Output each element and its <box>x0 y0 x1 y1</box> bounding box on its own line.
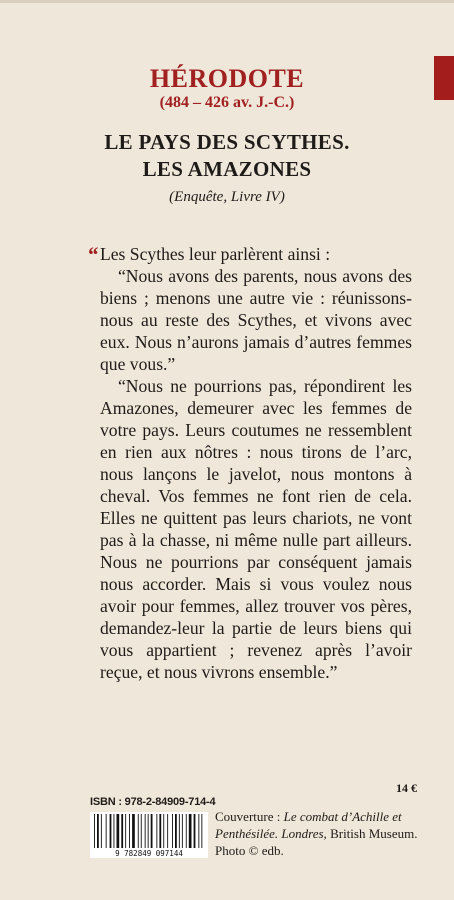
author-name: HÉRODOTE <box>149 64 305 93</box>
excerpt-paragraph: Les Scythes leur parlèrent ainsi : <box>100 244 331 264</box>
author-dates: (484 – 426 av. J.-C.) <box>159 94 295 111</box>
credit-photo: Photo © edb. <box>215 843 284 858</box>
credit-label: Couverture : <box>215 809 284 824</box>
book-subtitle: (Enquête, Livre IV) <box>169 189 285 205</box>
opening-quote-mark: “ <box>87 242 98 267</box>
barcode <box>90 812 208 858</box>
top-edge <box>0 0 454 3</box>
price-label: 14 € <box>396 781 417 795</box>
credit-place: British Museum. <box>326 826 418 841</box>
credit-artwork: Le combat d’Achille et Penthésilée. Londres, <box>215 809 402 841</box>
barcode-digits: 9 782849 097144 <box>115 849 183 858</box>
book-title-line-2: LES AMAZONES <box>142 157 312 181</box>
isbn-number: ISBN : 978-2-84909-714-4 <box>90 796 216 808</box>
cover-credit <box>215 808 430 859</box>
book-title-line-1: LE PAYS DES SCYTHES. <box>104 130 350 154</box>
excerpt-paragraph: “Nous ne pourrions pas, répondirent les Amazones, demeurer avec les femmes de votre pays. Leurs coutumes ne ressemblent en rien aux nôtres : nous tirons de l’arc, nous lançons le javelot, nous montons à cheval. Vos femmes ne font rien de cela. Elles ne quittent pas leurs chariots, ne vont pas à la chasse, ni même nulle part ailleurs. Nous ne pourrions par conséquent jamais nous accorder. Mais si vous voulez nous avoir pour femmes, allez trouver vos pères, demandez-leur la partie de leurs biens qui vous appartient ; revenez après l’avoir reçue, et nous vivrons ensemble.” <box>100 376 412 682</box>
excerpt-paragraph: “Nous avons des parents, nous avons des biens ; menons une autre vie : réunissons-nous au reste des Scythes, et vivons avec eux. Nous n’aurons jamais d’autres femmes que vous.” <box>100 266 412 374</box>
excerpt-text <box>100 243 412 683</box>
